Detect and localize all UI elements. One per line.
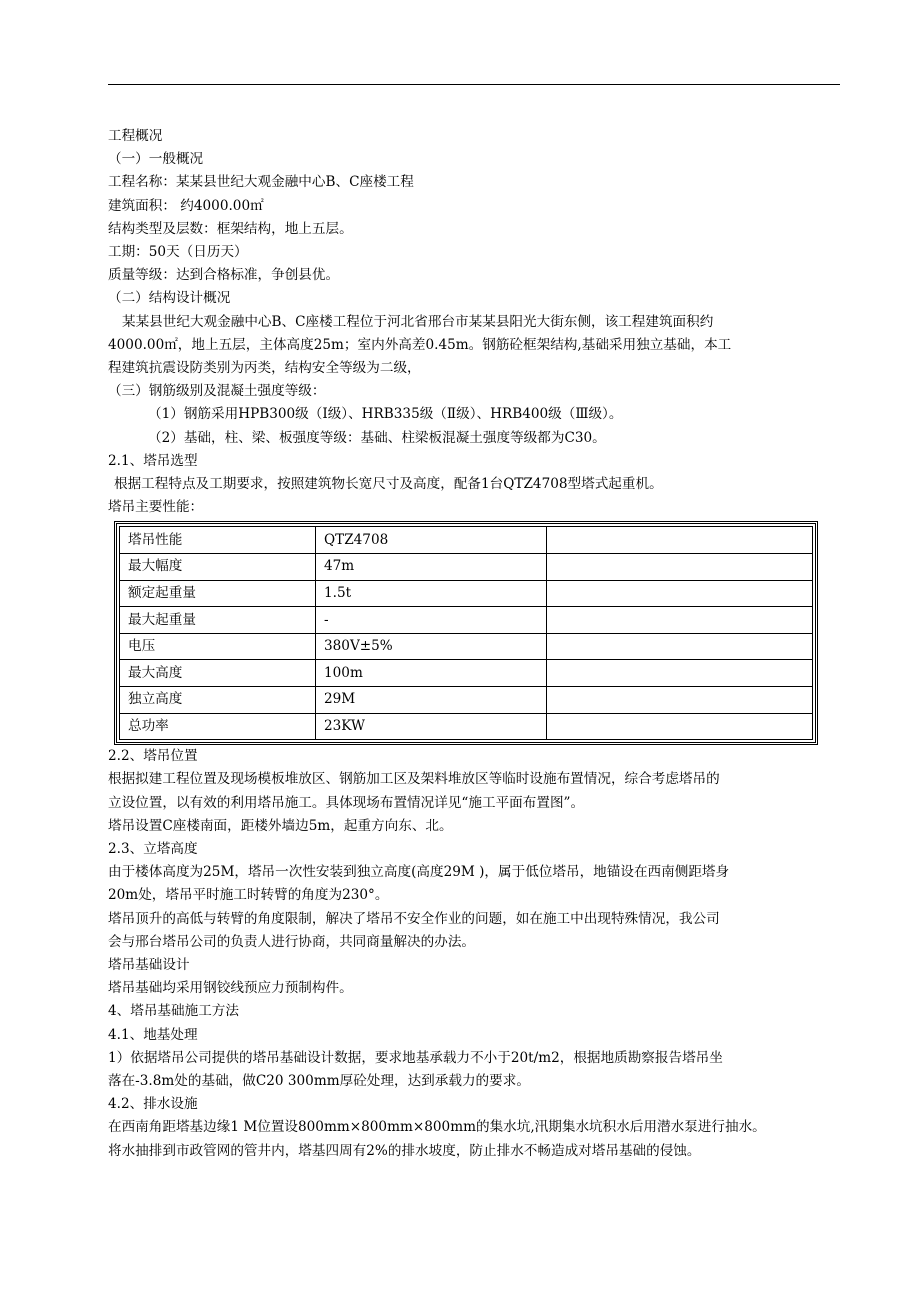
spec-extra <box>547 633 813 660</box>
spec-value: 47m <box>316 554 547 581</box>
spec-label: 独立高度 <box>120 687 316 714</box>
list-item: （1）钢筋采用HPB300级（Ⅰ级）、HRB335级（Ⅱ级）、HRB400级（Ⅲ级）。 <box>148 406 623 423</box>
section-heading: 4.2、排水设施 <box>108 1096 198 1113</box>
section-heading: 2.2、塔吊位置 <box>108 748 198 765</box>
paragraph-line: 20m处，塔吊平时施工时转臂的角度为230°。 <box>108 887 389 904</box>
paragraph-line: 根据拟建工程位置及现场模板堆放区、钢筋加工区及架料堆放区等临时设施布置情况，综合考虑塔吊的 <box>108 771 720 788</box>
paragraph-line: 1）依据塔吊公司提供的塔吊基础设计数据，要求地基承载力不小于20t/m2，根据地质勘察报告塔吊坐 <box>108 1049 723 1066</box>
spec-extra <box>547 607 813 634</box>
spec-table <box>119 526 813 740</box>
paragraph-line: 塔吊设置C座楼南面，距楼外墙边5m，起重方向东、北。 <box>108 817 453 834</box>
spec-extra <box>547 687 813 714</box>
spec-extra <box>547 554 813 581</box>
spec-label: 额定起重量 <box>120 580 316 607</box>
duration: 工期：50天（日历天） <box>108 244 248 261</box>
paragraph-line: 根据工程特点及工期要求，按照建筑物长宽尺寸及高度，配备1台QTZ4708型塔式起重机。 <box>114 476 663 493</box>
spec-label: 最大起重量 <box>120 607 316 634</box>
paragraph-line: 立设位置，以有效的利用塔吊施工。具体现场布置情况详见“施工平面布置图”。 <box>108 794 585 811</box>
spec-value: QTZ4708 <box>316 527 547 554</box>
spec-value: 29M <box>316 687 547 714</box>
paragraph-line: 塔吊基础均采用钢铰线预应力预制构件。 <box>108 980 353 997</box>
section-heading: 2.3、立塔高度 <box>108 841 198 858</box>
spec-extra <box>547 660 813 687</box>
spec-label: 塔吊性能 <box>120 527 316 554</box>
paragraph-line: 将水抽排到市政管网的管井内，塔基四周有2%的排水坡度，防止排水不畅造成对塔吊基础的侵蚀。 <box>108 1142 701 1159</box>
section-title: 工程概况 <box>108 128 163 144</box>
paragraph-line: 塔吊顶升的高低与转臂的角度限制，解决了塔吊不安全作业的问题，如在施工中出现特殊情况，我公司 <box>108 910 720 927</box>
spec-value: 380V±5% <box>316 633 547 660</box>
section-heading: 4、塔吊基础施工方法 <box>108 1003 239 1020</box>
spec-extra <box>547 713 813 740</box>
project-name: 工程名称：某某县世纪大观金融中心B、C座楼工程 <box>108 174 414 191</box>
spec-label: 电压 <box>120 633 316 660</box>
spec-value: 23KW <box>316 713 547 740</box>
structure-type: 结构类型及层数：框架结构，地上五层。 <box>108 220 353 237</box>
list-item: （2）基础，柱、梁、板强度等级：基础、柱梁板混凝土强度等级都为C30。 <box>148 429 606 446</box>
paragraph-line: 在西南角距塔基边缘1 M位置设800mm×800mm×800mm的集水坑,汛期集水坑积水后用潜水泵进行抽水。 <box>108 1119 766 1136</box>
table-caption: 塔吊主要性能： <box>108 499 204 516</box>
spec-value: - <box>316 607 547 634</box>
spec-extra <box>547 580 813 607</box>
quality-grade: 质量等级：达到合格标准，争创县优。 <box>108 267 340 284</box>
section-heading: 4.1、地基处理 <box>108 1026 198 1043</box>
table-row <box>120 527 813 554</box>
paragraph-line: 由于楼体高度为25M，塔吊一次性安装到独立高度(高度29M )，属于低位塔吊，地锚设在西南侧距塔身 <box>108 864 730 881</box>
spec-value: 1.5t <box>316 580 547 607</box>
section-heading: 塔吊基础设计 <box>108 957 190 974</box>
table-row <box>120 687 813 714</box>
table-row <box>120 660 813 687</box>
subsection-heading: （二）结构设计概况 <box>108 290 231 307</box>
paragraph-line: 某某县世纪大观金融中心B、C座楼工程位于河北省邢台市某某县阳光大街东侧，该工程建筑面积约 <box>122 313 714 330</box>
table-row <box>120 580 813 607</box>
building-area: 建筑面积： 约4000.00㎡ <box>108 197 264 214</box>
section-heading: 2.1、塔吊选型 <box>108 452 198 469</box>
spec-label: 总功率 <box>120 713 316 740</box>
subsection-heading: （三）钢筋级别及混凝土强度等级： <box>108 383 326 400</box>
paragraph-line: 程建筑抗震设防类别为丙类，结构安全等级为二级， <box>108 360 421 377</box>
subsection-heading: （一）一般概况 <box>108 151 204 168</box>
table-row <box>120 554 813 581</box>
paragraph-line: 落在-3.8m处的基础，做C20 300mm厚砼处理，达到承载力的要求。 <box>108 1073 530 1090</box>
spec-label: 最大高度 <box>120 660 316 687</box>
spec-extra <box>547 527 813 554</box>
header-rule <box>108 84 840 85</box>
table-row <box>120 633 813 660</box>
paragraph-line: 4000.00㎡，地上五层，主体高度25m；室内外高差0.45m。钢筋砼框架结构,基础采用独立基础，本工 <box>108 336 732 353</box>
spec-table-frame <box>114 521 818 745</box>
spec-value: 100m <box>316 660 547 687</box>
table-row <box>120 713 813 740</box>
document-body <box>108 125 842 1163</box>
table-row <box>120 607 813 634</box>
paragraph-line: 会与邢台塔吊公司的负责人进行协商，共同商量解决的办法。 <box>108 933 476 950</box>
spec-label: 最大幅度 <box>120 554 316 581</box>
